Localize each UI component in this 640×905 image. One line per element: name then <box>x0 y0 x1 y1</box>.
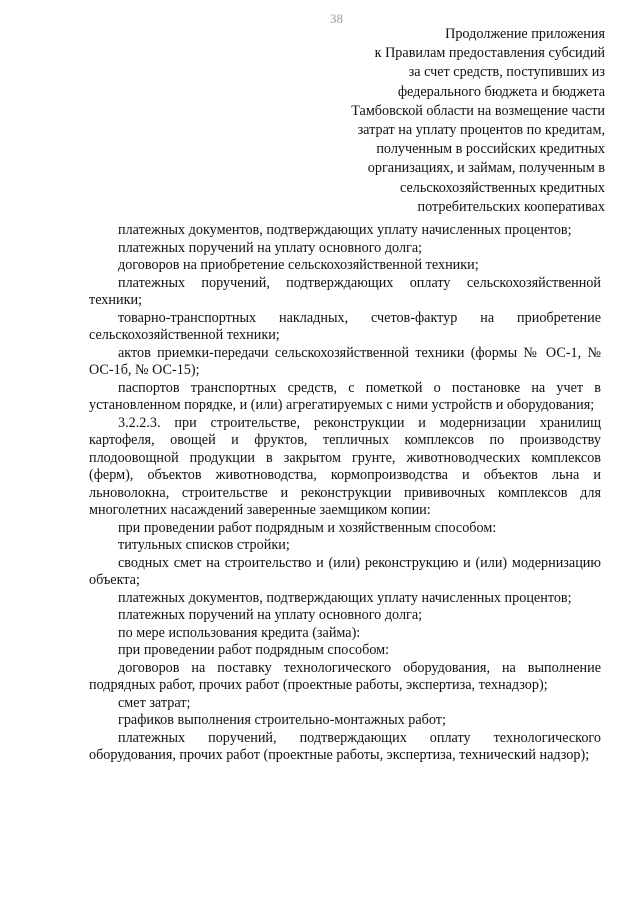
body-paragraph: при проведении работ подрядным способом: <box>118 642 390 658</box>
header-line: организациях, и займам, полученным в <box>367 160 605 177</box>
header-line: федерального бюджета и бюджета <box>397 83 605 100</box>
header-line: сельскохозяйственных кредитных <box>400 179 605 196</box>
header-line: к Правилам предоставления субсидий <box>374 45 605 62</box>
body-paragraph: сводных смет на строительство и (или) реконструкцию и (или) модернизацию объекта; <box>89 554 601 588</box>
body-paragraph: платежных поручений, подтверждающих оплату сельскохозяйственной техники; <box>89 274 601 308</box>
body-paragraph: платежных поручений на уплату основного долга; <box>118 239 423 256</box>
body-paragraph: платежных документов, подтверждающих уплату начисленных процентов; <box>118 222 572 238</box>
header-line: затрат на уплату процентов по кредитам, <box>357 122 605 139</box>
body-paragraph: по мере использования кредита (займа): <box>118 624 361 641</box>
header-line: за счет средств, поступивших из <box>408 64 605 81</box>
body-paragraph: паспортов транспортных средств, с пометкой о постановке на учет в установленном порядке, и (или) агрегатируемых с ними устройств и оборудования; <box>89 379 601 413</box>
header-line: полученным в российских кредитных <box>376 141 605 158</box>
appendix-header <box>305 25 605 217</box>
page-number: 38 <box>330 11 343 26</box>
body-paragraph: графиков выполнения строительно-монтажных работ; <box>118 712 446 728</box>
body-paragraph: смет затрат; <box>118 694 191 711</box>
document-body <box>89 222 601 765</box>
header-line: Тамбовской области на возмещение части <box>351 102 605 119</box>
body-paragraph: товарно-транспортных накладных, счетов-фактур на приобретение сельскохозяйственной техники; <box>89 309 601 343</box>
body-paragraph: договоров на поставку технологического оборудования, на выполнение подрядных работ, прочих работ (проектные работы, экспертиза, технадзор); <box>89 659 601 693</box>
body-paragraph: платежных документов, подтверждающих уплату начисленных процентов; <box>118 589 572 606</box>
header-line: потребительских кооперативах <box>417 198 605 215</box>
section-paragraph: 3.2.2.3. при строительстве, реконструкции и модернизации хранилищ картофеля, овощей и фруктов, тепличных комплексов по производству плодоовощной продукции в закрытом грунте, животноводческих комплексов (ферм), объектов животноводства, кормопроизводства и объектов льна и льноволокна, строительстве и реконструкции прививочных комплексов для многолетних насаждений заверенные заемщиком копии: <box>89 414 601 518</box>
body-paragraph: договоров на приобретение сельскохозяйственной техники; <box>118 257 479 273</box>
body-paragraph: при проведении работ подрядным и хозяйственным способом: <box>118 519 497 536</box>
body-paragraph: платежных поручений на уплату основного долга; <box>118 607 423 623</box>
body-paragraph: актов приемки-передачи сельскохозяйственной техники (формы № ОС-1, № ОС-1б, № ОС-15); <box>89 344 601 378</box>
header-line: Продолжение приложения <box>445 26 605 42</box>
body-paragraph: титульных списков стройки; <box>118 537 290 553</box>
body-paragraph: платежных поручений, подтверждающих оплату технологического оборудования, прочих работ (проектные работы, экспертиза, технический надзор); <box>89 729 601 763</box>
